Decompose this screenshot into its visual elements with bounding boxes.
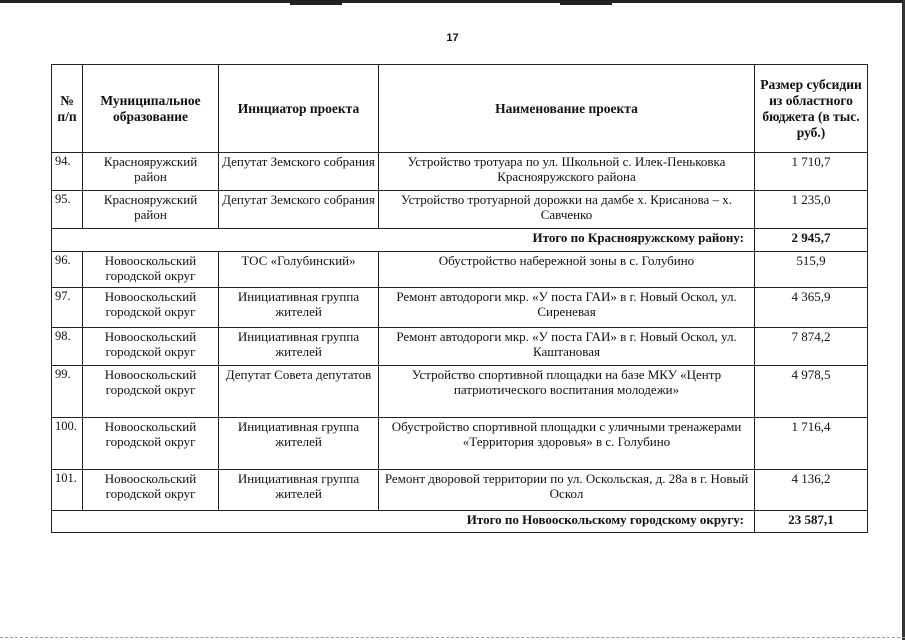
row-municipality: Новооскольский городской округ [83,470,219,511]
row-initiator: Инициативная группа жителей [219,328,379,366]
subsidy-table [51,64,868,533]
row-project: Обустройство набережной зоны в с. Голубино [379,252,755,288]
total-amount: 23 587,1 [755,511,868,533]
row-num: 101. [52,470,83,511]
row-project: Обустройство спортивной площадки с уличными тренажерами «Территория здоровья» в с. Голубино [379,418,755,470]
row-num: 98. [52,328,83,366]
header-amount: Размер субсидии из областного бюджета (в тыс. руб.) [755,65,868,153]
row-project: Ремонт дворовой территории по ул. Оскольская, д. 28а в г. Новый Оскол [379,470,755,511]
row-num: 95. [52,191,83,229]
header-project: Наименование проекта [379,65,755,153]
table-row [52,288,868,328]
row-municipality: Краснояружский район [83,191,219,229]
row-initiator: ТОС «Голубинский» [219,252,379,288]
row-project: Ремонт автодороги мкр. «У поста ГАИ» в г. Новый Оскол, ул. Каштановая [379,328,755,366]
row-num: 99. [52,366,83,418]
row-initiator: Депутат Земского собрания [219,191,379,229]
table-row [52,328,868,366]
row-num: 100. [52,418,83,470]
total-amount: 2 945,7 [755,229,868,252]
scan-mark [560,0,612,5]
row-amount: 1 710,7 [755,153,868,191]
total-label: Итого по Краснояружскому району: [52,229,755,252]
row-project: Ремонт автодороги мкр. «У поста ГАИ» в г. Новый Оскол, ул. Сиреневая [379,288,755,328]
row-municipality: Новооскольский городской округ [83,328,219,366]
table-row [52,418,868,470]
row-municipality: Новооскольский городской округ [83,366,219,418]
page-number: 17 [446,32,459,44]
scan-edge-top [0,0,905,3]
row-num: 97. [52,288,83,328]
table-row [52,191,868,229]
row-initiator: Инициативная группа жителей [219,418,379,470]
row-project: Устройство тротуара по ул. Школьной с. Илек-Пеньковка Краснояружского района [379,153,755,191]
row-municipality: Новооскольский городской округ [83,418,219,470]
row-project: Устройство тротуарной дорожки на дамбе х. Крисанова – х. Савченко [379,191,755,229]
row-initiator: Депутат Совета депутатов [219,366,379,418]
row-amount: 515,9 [755,252,868,288]
header-municipality: Муниципальное образование [83,65,219,153]
header-initiator: Инициатор проекта [219,65,379,153]
row-municipality: Новооскольский городской округ [83,288,219,328]
row-amount: 4 136,2 [755,470,868,511]
row-amount: 1 235,0 [755,191,868,229]
scan-edge-bottom [0,636,905,638]
total-row [52,229,868,252]
table-row [52,153,868,191]
row-municipality: Краснояружский район [83,153,219,191]
row-num: 96. [52,252,83,288]
table-header-row [52,65,868,153]
row-initiator: Инициативная группа жителей [219,288,379,328]
total-row [52,511,868,533]
scan-mark [290,0,342,5]
header-num: № п/п [52,65,83,153]
total-label: Итого по Новооскольскому городскому округу: [52,511,755,533]
table-row [52,470,868,511]
row-municipality: Новооскольский городской округ [83,252,219,288]
table-row [52,252,868,288]
row-num: 94. [52,153,83,191]
row-amount: 4 365,9 [755,288,868,328]
row-initiator: Депутат Земского собрания [219,153,379,191]
row-amount: 4 978,5 [755,366,868,418]
table-row [52,366,868,418]
row-initiator: Инициативная группа жителей [219,470,379,511]
row-amount: 1 716,4 [755,418,868,470]
row-project: Устройство спортивной площадки на базе МКУ «Центр патриотического воспитания молодежи» [379,366,755,418]
row-amount: 7 874,2 [755,328,868,366]
